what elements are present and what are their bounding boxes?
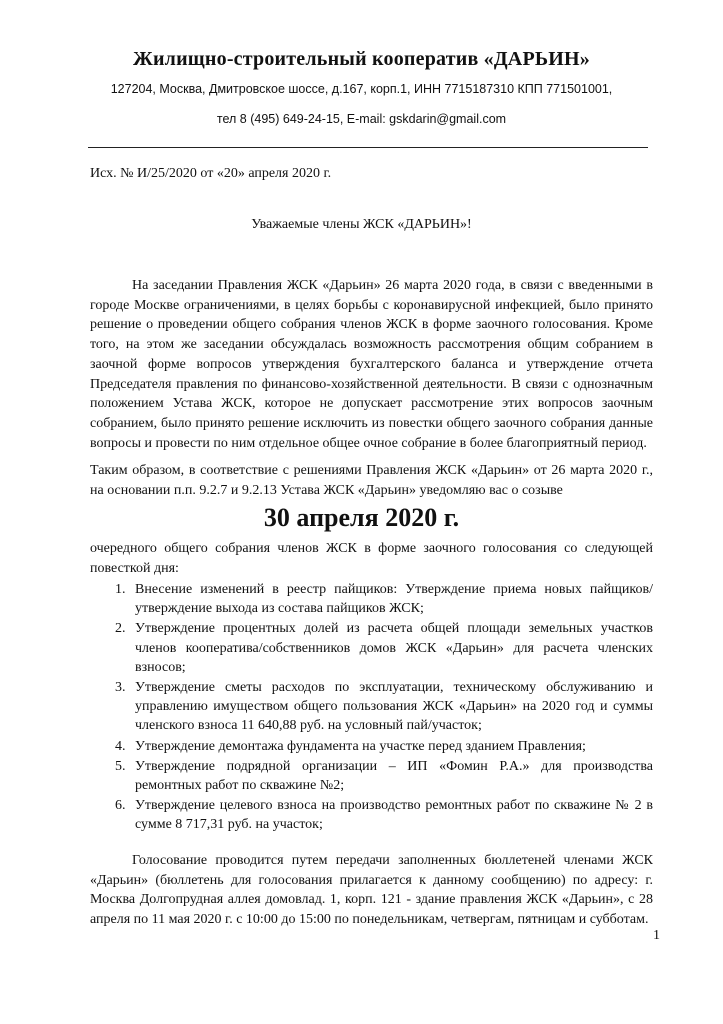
header-divider xyxy=(88,147,648,148)
agenda-item-number: 5. xyxy=(115,758,126,774)
agenda-item-number: 6. xyxy=(115,798,126,814)
agenda-item-text: Утверждение целевого взноса на производство ремонтных работ по скважине № 2 в сумме 8 717,31 руб. на участок; xyxy=(135,798,653,833)
paragraph-intro: На заседании Правления ЖСК «Дарьин» 26 марта 2020 года, в связи с введенными в городе Москве ограничениями, в целях борьбы с коронавирусной инфекцией, было принято решение о проведении общего собрания членов ЖСК в форме заочного голосования. Кроме того, на этом же заседании обсуждалась возможность рассмотрения общим собранием в заочной форме вопросов утверждения бухгалтерского баланса и утверждение отчета Председателя правления по финансово-хозяйственной деятельности. В связи с однозначным положением Устава ЖСК, которое не допускает рассмотрение этих вопросов заочным собранием, было принято решение исключить из повестки общего заочного собрания данные вопросы и провести по ним отдельное общее очное собрание в более благоприятный период. xyxy=(90,278,653,451)
organization-title: Жилищно-строительный кооператив «ДАРЬИН» xyxy=(132,48,591,70)
paragraph-voting: Голосование проводится путем передачи заполненных бюллетеней членами ЖСК «Дарьин» (бюллетень для голосования прилагается к данному сообщению) по адресу: г. Москва Долгопрудная аллея домовлад. 1, корп. 121 - здание правления ЖСК «Дарьин», с 28 апреля по 11 мая 2020 г. с 10:00 до 15:00 по понедельникам, четвергам, пятницам и субботам. xyxy=(90,853,653,927)
outgoing-reference: Исх. № И/25/2020 от «20» апреля 2020 г. xyxy=(90,166,332,181)
organization-contacts: тел 8 (495) 649-24-15, E-mail: gskdarin@gmail.com xyxy=(216,112,507,126)
agenda-list xyxy=(115,580,653,836)
agenda-item xyxy=(115,796,653,834)
agenda-item-number: 4. xyxy=(115,738,126,754)
organization-address: 127204, Москва, Дмитровское шоссе, д.167, корп.1, ИНН 7715187310 КПП 771501001, xyxy=(110,82,613,96)
agenda-item xyxy=(115,619,653,677)
agenda-item xyxy=(115,737,653,756)
agenda-item-number: 1. xyxy=(115,582,126,597)
meeting-date: 30 апреля 2020 г. xyxy=(263,503,460,532)
paragraph-agenda-intro: очередного общего собрания членов ЖСК в форме заочного голосования со следующей повесткой дня: xyxy=(90,541,653,576)
agenda-item-text: Утверждение подрядной организации – ИП «Фомин Р.А.» для производства ремонтных работ по скважине №2; xyxy=(135,758,653,794)
page-number: 1 xyxy=(653,928,660,943)
agenda-item xyxy=(115,678,653,736)
agenda-item-text: Внесение изменений в реестр пайщиков: Утверждение приема новых пайщиков/утверждение выхода из состава пайщиков ЖСК; xyxy=(135,582,653,617)
agenda-item-text: Утверждение сметы расходов по эксплуатации, техническому обслуживанию и управлению имуществом общего пользования ЖСК «Дарьин» на 2020 год и суммы членского взноса 11 640,88 руб. на условный пай/участок; xyxy=(135,680,653,734)
paragraph-notice: Таким образом, в соответствие с решениями Правления ЖСК «Дарьин» от 26 марта 2020 г., на основании п.п. 9.2.7 и 9.2.13 Устава ЖСК «Дарьин» уведомляю вас о созыве xyxy=(90,463,653,498)
agenda-item xyxy=(115,580,653,618)
agenda-item-text: Утверждение демонтажа фундамента на участке перед зданием Правления; xyxy=(135,738,586,754)
agenda-item-number: 3. xyxy=(115,680,126,696)
agenda-item-text: Утверждение процентных долей из расчета общей площади земельных участков членов кооператива/собственников домов ЖСК «Дарьин» для расчета членских взносов; xyxy=(135,621,653,675)
agenda-item-number: 2. xyxy=(115,621,126,637)
greeting: Уважаемые члены ЖСК «ДАРЬИН»! xyxy=(251,217,472,232)
agenda-item xyxy=(115,757,653,795)
